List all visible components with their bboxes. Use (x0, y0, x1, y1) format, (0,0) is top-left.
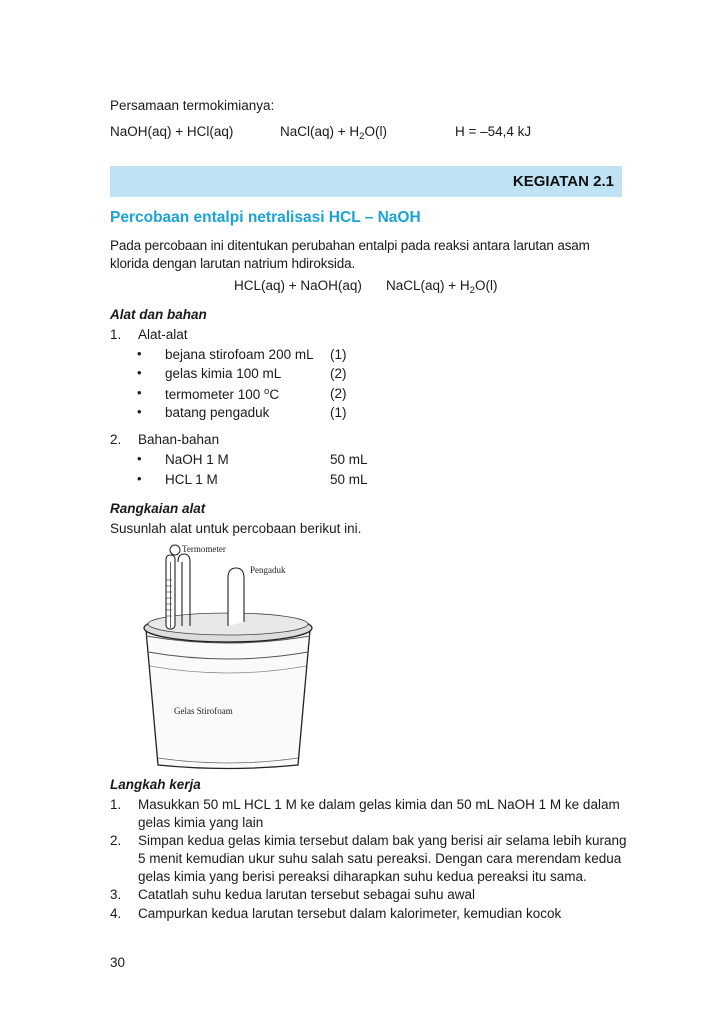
apparatus-illustration (128, 540, 338, 775)
steps-heading: Langkah kerja (110, 777, 201, 792)
thermo-reactant: NaOH(aq) + HCl(aq) (110, 124, 234, 139)
activity-label: KEGIATAN 2.1 (512, 173, 614, 190)
setup-text: Susunlah alat untuk percobaan berikut ini. (110, 521, 362, 536)
reaction-product: NaCL(aq) + $H_2O(l)$ (386, 278, 498, 296)
reaction-reactant: HCL(aq) + NaOH(aq) (234, 278, 362, 293)
step-line: Masukkan 50 mL HCL 1 M ke dalam gelas kimia dan 50 mL NaOH 1 M ke dalam (138, 797, 620, 812)
chems-title: Bahan-bahan (138, 432, 220, 447)
step-number: 3. (110, 887, 122, 902)
styrofoam-cup (146, 630, 310, 769)
section-intro: Pada percobaan ini ditentukan perubahan entalpi pada reaksi antara larutan asam klorida dengan larutan natrium hdiroksida. (110, 238, 590, 271)
bullet-icon: • (137, 346, 142, 361)
step-line: Simpan kedua gelas kimia tersebut dalam bak yang berisi air selama lebih kurang (138, 833, 627, 848)
step-line: Catatlah suhu kedua larutan tersebut sebagai suhu awal (138, 887, 475, 902)
stirrer-label: Pengaduk (250, 565, 286, 575)
step-number: 1. (110, 797, 122, 812)
thermo-product: NaCl(aq) + $H_2O(l)$ (280, 124, 387, 142)
page-number: 30 (110, 955, 126, 970)
setup-heading: Rangkaian alat (110, 501, 206, 516)
bullet-icon: • (137, 471, 142, 486)
step-number: 4. (110, 906, 122, 921)
bullet-icon: • (137, 451, 142, 466)
step-number: 2. (110, 833, 122, 848)
bullet-icon: • (137, 385, 142, 400)
thermo-equation (0, 124, 728, 144)
reaction-equation (0, 278, 728, 298)
thermo-label: Persamaan termokimianya: (110, 98, 275, 113)
activity-banner (110, 166, 622, 197)
step-line: Campurkan kedua larutan tersebut dalam kalorimeter, kemudian kocok (138, 906, 562, 921)
step-line: gelas kimia yang lain (138, 815, 264, 830)
thermometer-label: Termometer (182, 544, 226, 554)
thermo-enthalpy: H = –54,4 kJ (455, 124, 532, 139)
tools-title: Alat-alat (138, 327, 188, 342)
tools-number: 1. (110, 327, 122, 342)
section-title: Percobaan entalpi netralisasi HCL – NaOH (110, 209, 421, 226)
bullet-icon: • (137, 404, 142, 419)
step-line: 5 menit kemudian ukur suhu salah satu pereaksi. Dengan cara merendam kedua (138, 851, 622, 866)
step-line: gelas kimia yang berisi pereaksi diharapkan suhu kedua pereaksi itu sama. (138, 869, 587, 884)
chems-number: 2. (110, 432, 122, 447)
bullet-icon: • (137, 365, 142, 380)
stirrer-icon (228, 568, 244, 626)
materials-heading: Alat dan bahan (110, 307, 207, 322)
cup-label: Gelas Stirofoam (174, 706, 233, 716)
